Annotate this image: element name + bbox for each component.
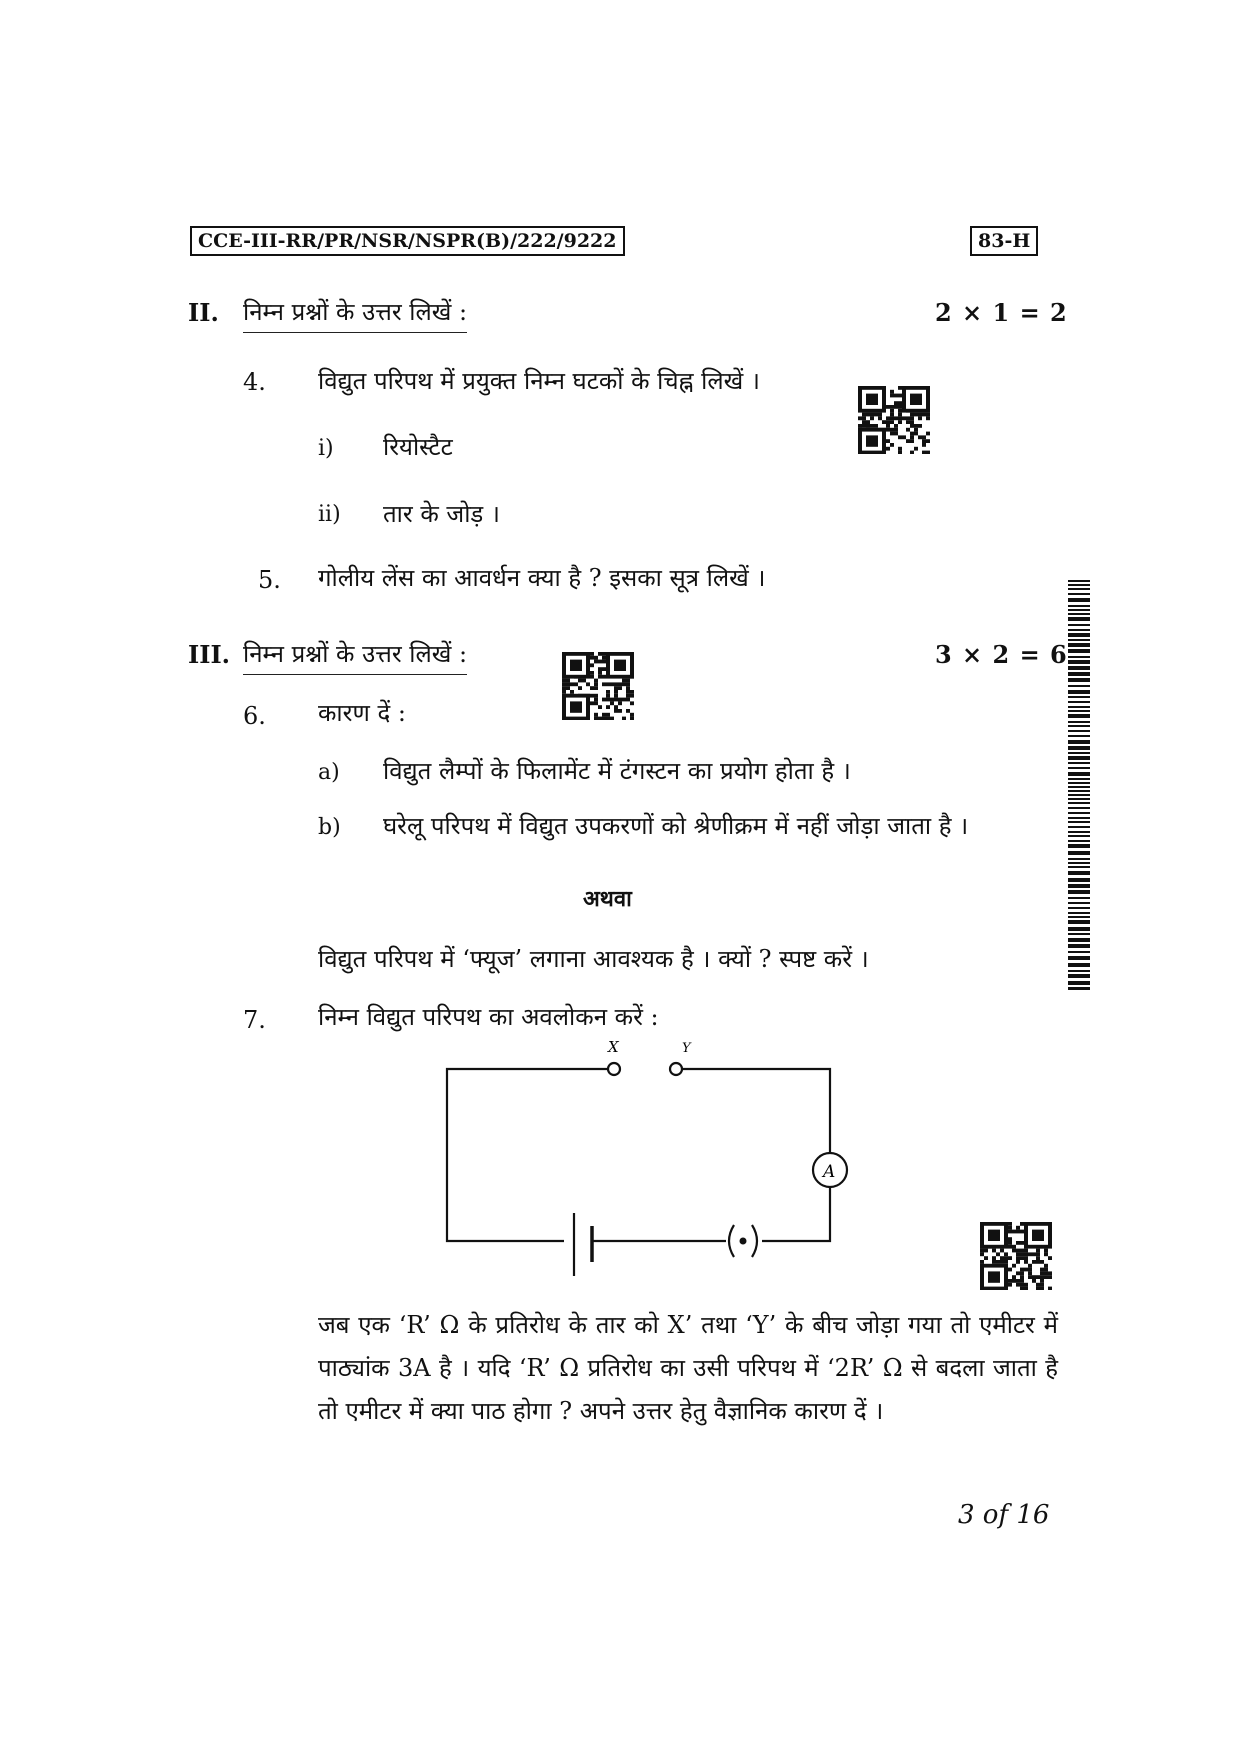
q7-paragraph: जब एक ‘R’ Ω के प्रतिरोध के तार को X’ तथा ‘Y’ के बीच जोड़ा गया तो एमीटर में पाठ्यांक 3A है । यदि ‘R’ Ω प्रतिरोध का उसी परिपथ में ‘2R’ Ω से बदला जाता है तो एमीटर में क्या पाठ होगा ? अपने उत्तर हेतु वैज्ञानिक कारण दें । <box>318 1311 1058 1425</box>
q5-number: 5. <box>258 566 281 594</box>
page-number: 3 of 16 <box>958 1500 1050 1530</box>
wire <box>762 1187 830 1241</box>
barcode <box>1068 580 1090 990</box>
wire <box>447 1069 608 1241</box>
q4-text: विद्युत परिपथ में प्रयुक्त निम्न घटकों के चिह्न लिखें । <box>318 367 761 395</box>
section-2-number: II. <box>188 298 219 327</box>
q6-item-label: b) <box>318 815 341 840</box>
or-label: अथवा <box>583 886 632 912</box>
terminal-x-label: X <box>608 1038 619 1056</box>
qr-code <box>980 1222 1052 1290</box>
q7-number: 7. <box>243 1006 266 1034</box>
key-left-bracket <box>729 1225 734 1257</box>
q4-item-label: ii) <box>318 502 341 527</box>
q6-item-text: घरेलू परिपथ में विद्युत उपकरणों को श्रेणीक्रम में नहीं जोड़ा जाता है । <box>383 812 969 840</box>
q4-number: 4. <box>243 368 266 396</box>
circuit-diagram <box>430 1030 870 1290</box>
q6-text: कारण दें : <box>318 699 406 727</box>
qr-code <box>858 386 930 454</box>
terminal-y-label: Y <box>682 1041 691 1056</box>
ammeter-label: A <box>823 1162 836 1182</box>
qr-code <box>562 652 634 720</box>
section-3-marks: 3 × 2 = 6 <box>935 640 1068 669</box>
q6-number: 6. <box>243 702 266 730</box>
key-right-bracket <box>752 1225 757 1257</box>
q6-item-text: विद्युत लैम्पों के फिलामेंट में टंगस्टन का प्रयोग होता है । <box>383 757 851 785</box>
subject-code: 83-H <box>970 226 1038 256</box>
terminal-x <box>608 1063 620 1075</box>
q5-text: गोलीय लेंस का आवर्धन क्या है ? इसका सूत्र लिखें । <box>318 564 766 592</box>
terminal-y <box>670 1063 682 1075</box>
q6-item-label: a) <box>318 760 340 785</box>
or-question: विद्युत परिपथ में ‘फ्यूज’ लगाना आवश्यक है । क्यों ? स्पष्ट करें । <box>318 945 869 973</box>
wire <box>682 1069 830 1153</box>
q4-item-text: रियोस्टैट <box>383 433 453 461</box>
q4-item-text: तार के जोड़ । <box>383 500 500 528</box>
section-3-number: III. <box>188 640 231 669</box>
section-2-heading: निम्न प्रश्नों के उत्तर लिखें : <box>243 295 467 333</box>
q4-item-label: i) <box>318 436 334 461</box>
paper-code: CCE-III-RR/PR/NSR/NSPR(B)/222/9222 <box>190 226 625 256</box>
section-2-marks: 2 × 1 = 2 <box>935 298 1068 327</box>
section-3-heading: निम्न प्रश्नों के उत्तर लिखें : <box>243 637 467 675</box>
q7-text: निम्न विद्युत परिपथ का अवलोकन करें : <box>318 1003 659 1031</box>
key-plug-dot <box>740 1238 747 1245</box>
